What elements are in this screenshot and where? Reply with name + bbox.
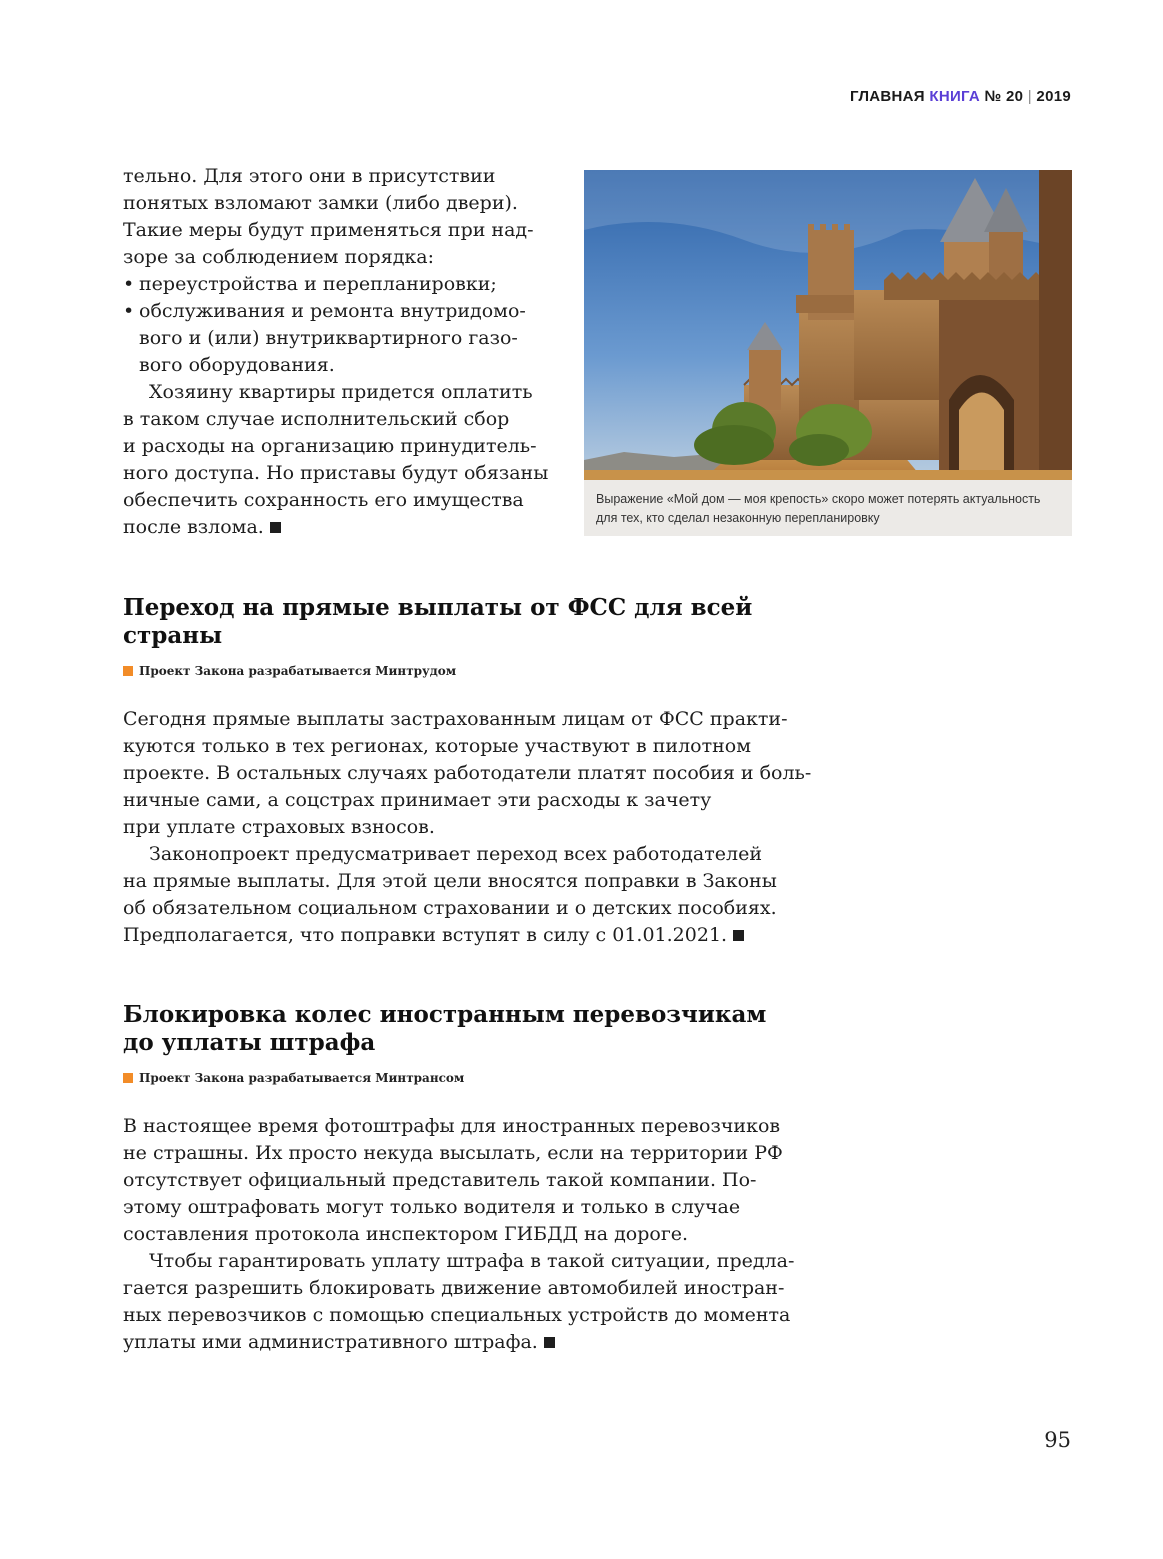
body-last-line [123, 1329, 823, 1356]
page-number: 95 [1044, 1428, 1071, 1452]
body-line: В настоящее время фотоштрафы для иностранных перевозчиков [123, 1115, 781, 1137]
intro-line: и расходы на организацию принудитель- [123, 435, 537, 457]
body-line: ничные сами, а соцстрах принимает эти расходы к зачету [123, 789, 712, 811]
tag-text: Проект Закона разрабатывается Минтрансом [139, 1071, 465, 1085]
bullet-text: вого и (или) внутриквартирного газо- [139, 327, 518, 349]
section-body [123, 1113, 823, 1356]
body-line: отсутствует официальный представитель такой компании. По- [123, 1169, 757, 1191]
body-line-text: уплаты ими административного штрафа. [123, 1331, 538, 1353]
title-line: страны [123, 622, 223, 649]
intro-line: понятых взломают замки (либо двери). [123, 192, 518, 214]
intro-last-line [123, 514, 553, 541]
title-line: Блокировка колес иностранным перевозчикам [123, 1001, 767, 1028]
body-line: Чтобы гарантировать уплату штрафа в такой ситуации, предла- [149, 1250, 795, 1272]
section-tag [123, 1071, 823, 1085]
bullet-item [123, 298, 553, 325]
orange-square-icon [123, 1073, 133, 1083]
section-title [123, 594, 823, 650]
intro-line-text: после взлома. [123, 516, 264, 538]
article-section [123, 594, 823, 949]
issue-number: № 20 [984, 88, 1024, 105]
intro-line: зоре за соблюдением порядка: [123, 246, 434, 268]
title-line: до уплаты штрафа [123, 1029, 376, 1056]
bullet-continuation [123, 352, 553, 379]
castle-figure [584, 170, 1072, 536]
magazine-header [850, 88, 1071, 105]
title-line: Переход на прямые выплаты от ФСС для всей [123, 594, 753, 621]
body-line: Законопроект предусматривает переход всех работодателей [149, 843, 762, 865]
bullet-text: вого оборудования. [139, 354, 335, 376]
header-separator: | [1027, 88, 1032, 105]
body-line: этому оштрафовать могут только водителя и только в случае [123, 1196, 741, 1218]
bullet-item [123, 271, 553, 298]
body-line: ных перевозчиков с помощью специальных устройств до момента [123, 1304, 791, 1326]
bullet-symbol: • [123, 273, 135, 295]
body-line: не страшны. Их просто некуда высылать, если на территории РФ [123, 1142, 783, 1164]
intro-line: тельно. Для этого они в присутствии [123, 165, 496, 187]
bullet-text: переустройства и перепланировки; [139, 273, 497, 295]
body-line: при уплате страховых взносов. [123, 816, 435, 838]
body-last-line [123, 922, 823, 949]
body-line: куются только в тех регионах, которые участвуют в пилотном [123, 735, 751, 757]
bullet-text: обслуживания и ремонта внутридомо- [139, 300, 526, 322]
end-of-article-mark [733, 930, 744, 941]
end-of-article-mark [544, 1337, 555, 1348]
issue-year: 2019 [1036, 88, 1071, 105]
end-of-article-mark [270, 522, 281, 533]
castle-photo [584, 170, 1072, 480]
body-line-text: Предполагается, что поправки вступят в силу с 01.01.2021. [123, 924, 728, 946]
intro-line: ного доступа. Но приставы будут обязаны [123, 462, 549, 484]
intro-line: обеспечить сохранность его имущества [123, 489, 524, 511]
body-line: гается разрешить блокировать движение автомобилей иностран- [123, 1277, 785, 1299]
body-line: проекте. В остальных случаях работодатели платят пособия и боль- [123, 762, 812, 784]
bullet-symbol: • [123, 300, 135, 322]
intro-column [123, 163, 553, 541]
tag-text: Проект Закона разрабатывается Минтрудом [139, 664, 457, 678]
figure-caption [596, 490, 1066, 528]
article-section [123, 1001, 823, 1356]
section-body [123, 706, 823, 949]
body-line: составления протокола инспектором ГИБДД на дороге. [123, 1223, 689, 1245]
body-line: на прямые выплаты. Для этой цели вносятся поправки в Законы [123, 870, 777, 892]
body-line: об обязательном социальном страховании и о детских пособиях. [123, 897, 777, 919]
section-tag [123, 664, 823, 678]
section-title [123, 1001, 823, 1057]
caption-line: Выражение «Мой дом — моя крепость» скоро может потерять актуальность [596, 492, 1041, 506]
brand-main: ГЛАВНАЯ [850, 88, 925, 105]
intro-line: Хозяину квартиры придется оплатить [149, 381, 533, 403]
intro-line: в таком случае исполнительский сбор [123, 408, 510, 430]
intro-bullet-list [123, 271, 553, 379]
bullet-continuation [123, 325, 553, 352]
brand-accent: КНИГА [929, 88, 981, 105]
intro-line: Такие меры будут применяться при над- [123, 219, 534, 241]
orange-square-icon [123, 666, 133, 676]
caption-line: для тех, кто сделал незаконную перепланировку [596, 511, 880, 525]
body-line: Сегодня прямые выплаты застрахованным лицам от ФСС практи- [123, 708, 788, 730]
